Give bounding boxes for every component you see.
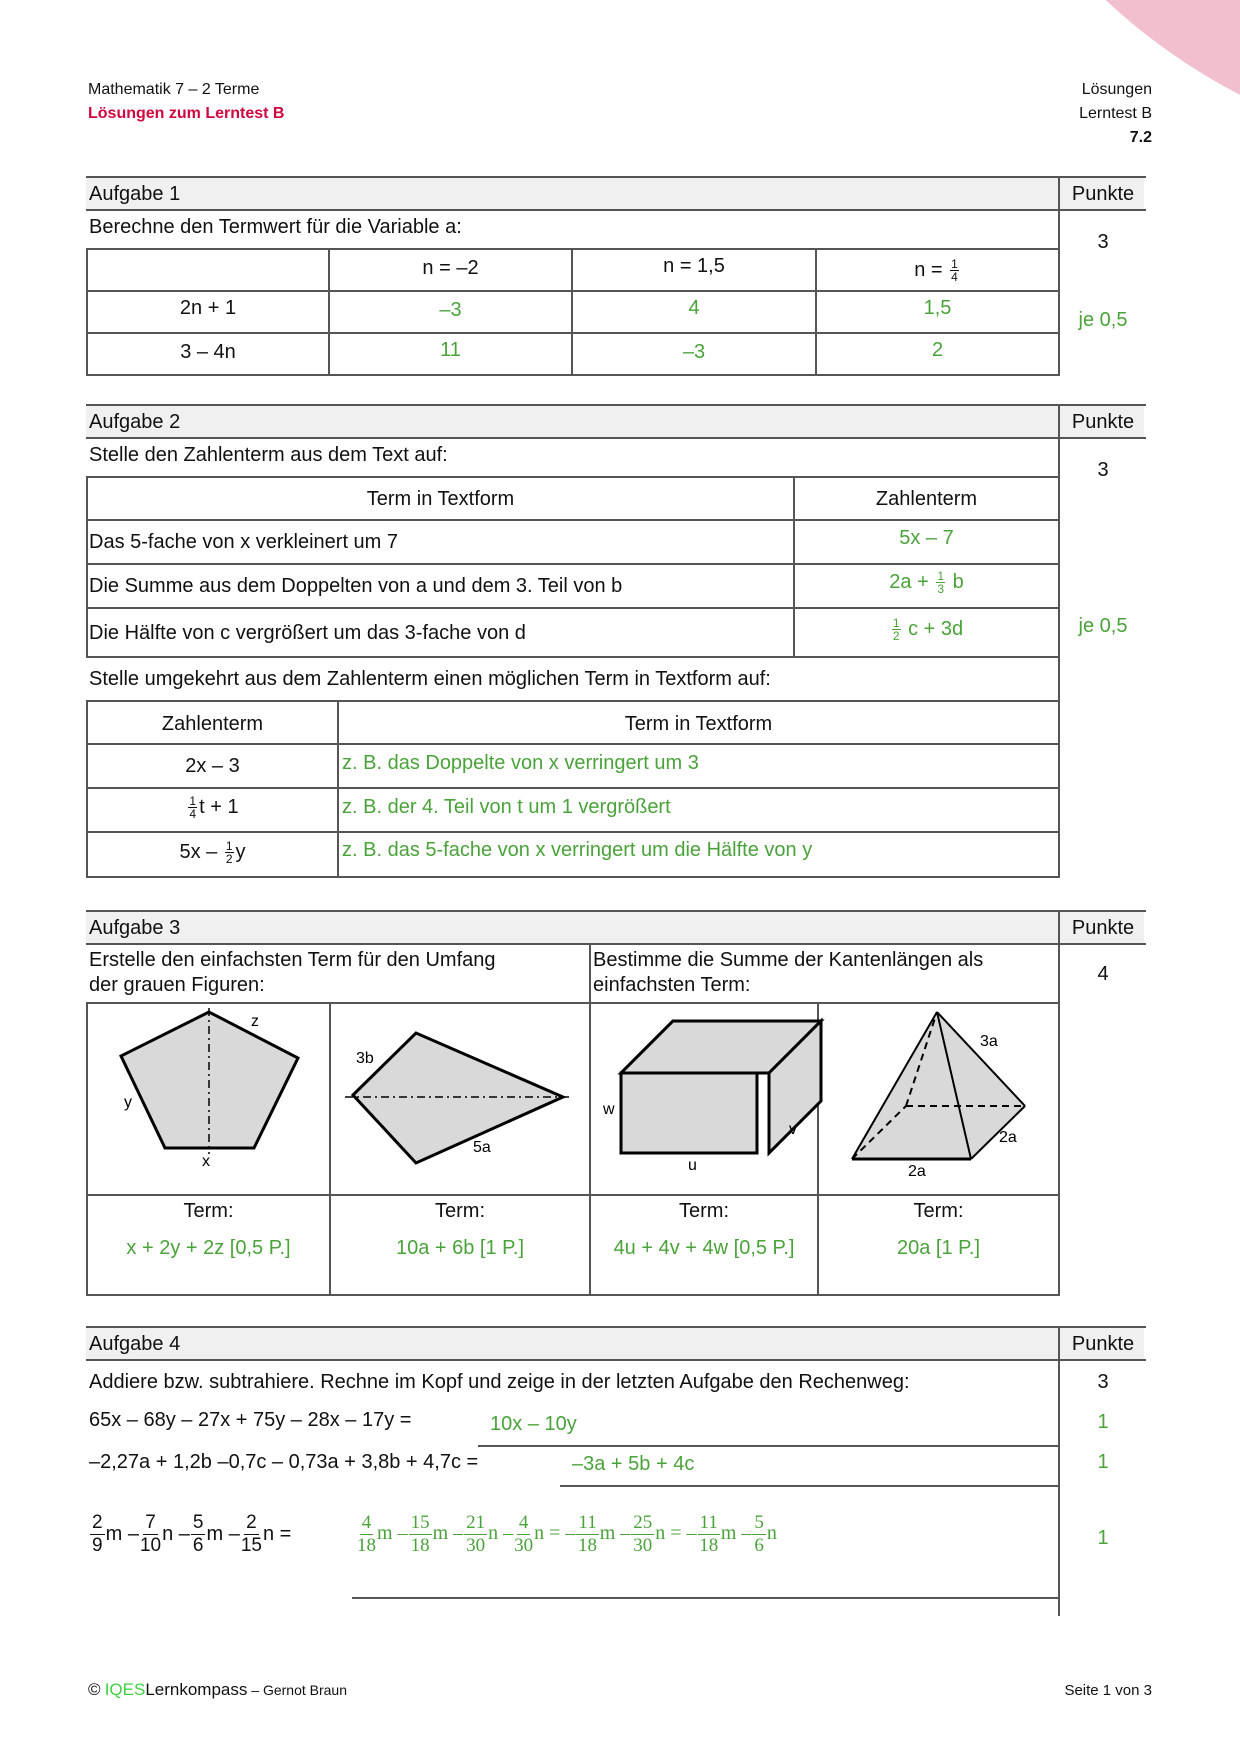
- term-label: Term:: [435, 1200, 485, 1222]
- aufgabe-3-instruction-right: Bestimme die Summe der Kantenlängen als einfachsten Term:: [593, 949, 984, 996]
- svg-text:y: y: [124, 1094, 132, 1111]
- aufgabe-2-title: Aufgabe 2: [89, 411, 181, 433]
- document-header-left: [88, 78, 284, 126]
- answer-cell: z. B. das Doppelte von x verringert um 3: [342, 752, 699, 774]
- svg-text:5a: 5a: [473, 1139, 491, 1156]
- answer-field-3: $\frac{4}{18}$ m – $\frac{15}{18}$ m – $\frac{21}{30}$ n – $\frac{4}{30}$ n = – $\frac{11}{18}$ m – $\frac{25}{30}$ n = – $\frac{11}{18}$ m – $\frac{5}{6}$ n: [357, 1512, 777, 1556]
- pyramid-figure: [819, 1002, 1058, 1194]
- points-row-2: 1: [1097, 1451, 1109, 1473]
- term-label: Term:: [679, 1200, 729, 1222]
- expression-1: 65x – 68y – 27x + 75y – 28x – 17y =: [89, 1409, 412, 1431]
- answer-cell: 4: [688, 297, 700, 319]
- svg-text:z: z: [251, 1013, 259, 1030]
- answer-cell: z. B. der 4. Teil von t um 1 vergrößert: [342, 796, 671, 818]
- aufgabe-2-points-each: je 0,5: [1078, 615, 1128, 637]
- brand-lernkompass: Lernkompass: [145, 1680, 248, 1699]
- answer-cell: 4u + 4v + 4w [0,5 P.]: [613, 1237, 795, 1259]
- answer-field-2: –3a + 5b + 4c: [572, 1453, 695, 1475]
- aufgabe-1-instruction: Berechne den Termwert für die Variable a:: [89, 216, 462, 238]
- page-number: Seite 1 von 3: [1064, 1682, 1152, 1699]
- expression-3: [89, 1512, 291, 1557]
- document-title: Lösungen zum Lerntest B: [88, 105, 285, 122]
- col-header-term-textform: Term in Textform: [366, 488, 515, 510]
- expr-term: $\frac{2}{9}$ m: [92, 1512, 123, 1556]
- number-term: 5x – $\frac{1}{2}$ y: [179, 839, 246, 867]
- answer-cell: $\frac{1}{2}$ c + 3d: [892, 616, 964, 644]
- answer-cell: z. B. das 5-fache von x verringert um die Hälfte von y: [342, 839, 813, 861]
- expr-term: – $\frac{5}{6}$ m: [178, 1512, 224, 1556]
- text-term: Das 5-fache von x verkleinert um 7: [89, 531, 399, 553]
- points-header: Punkte: [1071, 1333, 1135, 1355]
- header-chapter-number: 7.2: [1129, 129, 1152, 146]
- brand-iqes: IQES: [104, 1680, 146, 1699]
- svg-text:v: v: [789, 1121, 797, 1138]
- header-test-label: Lerntest B: [1079, 105, 1152, 122]
- col-header-zahlenterm: Zahlenterm: [875, 488, 978, 510]
- svg-text:2a: 2a: [908, 1163, 926, 1180]
- aufgabe-2-points-total: 3: [1097, 459, 1109, 481]
- answer-cell: 5x – 7: [899, 527, 954, 549]
- kite-figure: [331, 1002, 587, 1194]
- text-term: Die Hälfte von c vergrößert um das 3-fache von d: [89, 622, 526, 644]
- points-header: Punkte: [1071, 917, 1135, 939]
- svg-text:w: w: [603, 1101, 615, 1118]
- author: – Gernot Braun: [247, 1682, 348, 1698]
- pentagon-figure: [86, 1002, 329, 1194]
- points-row-1: 1: [1097, 1411, 1109, 1433]
- document-header-right: [1079, 78, 1152, 150]
- svg-text:2a: 2a: [999, 1129, 1017, 1146]
- expr-term: – $\frac{7}{10}$ n: [127, 1512, 174, 1556]
- svg-text:u: u: [688, 1157, 697, 1174]
- row-term-3-minus-4n: 3 – 4n: [180, 341, 236, 363]
- cuboid-figure: [591, 1002, 817, 1194]
- answer-cell: 2a + $\frac{1}{3}$ b: [889, 569, 964, 597]
- col-header-n-quarter: n = $\frac{1}{4}$: [914, 257, 958, 285]
- svg-text:x: x: [202, 1153, 210, 1170]
- subject-line: Mathematik 7 – 2 Terme: [88, 81, 260, 98]
- footer-copyright: © IQESLernkompass – Gernot Braun: [88, 1680, 348, 1699]
- col-header-n-minus-2: n = –2: [422, 257, 479, 279]
- points-row-3: 1: [1097, 1527, 1109, 1549]
- answer-cell: 2: [931, 339, 944, 361]
- aufgabe-1-title: Aufgabe 1: [89, 183, 181, 205]
- answer-field-1: 10x – 10y: [490, 1413, 577, 1435]
- aufgabe-3-title: Aufgabe 3: [89, 917, 181, 939]
- col-header-n-1-5: n = 1,5: [663, 255, 725, 277]
- svg-text:3a: 3a: [980, 1033, 998, 1050]
- col-header-zahlenterm: Zahlenterm: [161, 713, 264, 735]
- aufgabe-4-instruction: Addiere bzw. subtrahiere. Rechne im Kopf und zeige in der letzten Aufgabe den Rechenweg:: [89, 1371, 910, 1393]
- aufgabe-3-instruction-left: Erstelle den einfachsten Term für den Umfang der grauen Figuren:: [89, 949, 496, 996]
- aufgabe-1-points-total: 3: [1097, 231, 1109, 253]
- aufgabe-2-instruction-2: Stelle umgekehrt aus dem Zahlenterm einen möglichen Term in Textform auf:: [89, 668, 771, 690]
- answer-cell: –3: [439, 299, 462, 321]
- number-term: $\frac{1}{4}$ t + 1: [189, 794, 239, 822]
- answer-cell: 20a [1 P.]: [896, 1237, 981, 1259]
- aufgabe-4-title: Aufgabe 4: [89, 1333, 181, 1355]
- term-label: Term:: [913, 1200, 964, 1222]
- term-label: Term:: [183, 1200, 234, 1222]
- aufgabe-3-points-total: 4: [1097, 963, 1109, 985]
- points-header: Punkte: [1071, 411, 1135, 433]
- aufgabe-4-points-total: 3: [1097, 1371, 1109, 1393]
- answer-cell: 11: [440, 339, 461, 361]
- col-header-term-textform: Term in Textform: [624, 713, 773, 735]
- points-header: Punkte: [1071, 183, 1135, 205]
- aufgabe-1-points-each: je 0,5: [1078, 309, 1128, 331]
- answer-cell: 1,5: [923, 297, 952, 319]
- answer-cell: x + 2y + 2z [0,5 P.]: [126, 1237, 291, 1259]
- row-term-2n-plus-1: 2n + 1: [179, 297, 237, 319]
- answer-cell: –3: [682, 341, 706, 363]
- text-term: Die Summe aus dem Doppelten von a und dem 3. Teil von b: [89, 575, 623, 597]
- svg-text:3b: 3b: [356, 1050, 374, 1067]
- header-solutions-label: Lösungen: [1081, 81, 1152, 98]
- expression-2: –2,27a + 1,2b –0,7c – 0,73a + 3,8b + 4,7c =: [89, 1451, 479, 1473]
- aufgabe-2-instruction-1: Stelle den Zahlenterm aus dem Text auf:: [89, 444, 448, 466]
- expr-term: – $\frac{2}{15}$ n =: [228, 1512, 292, 1556]
- answer-cell: 10a + 6b [1 P.]: [395, 1237, 525, 1259]
- number-term: 2x – 3: [185, 755, 240, 777]
